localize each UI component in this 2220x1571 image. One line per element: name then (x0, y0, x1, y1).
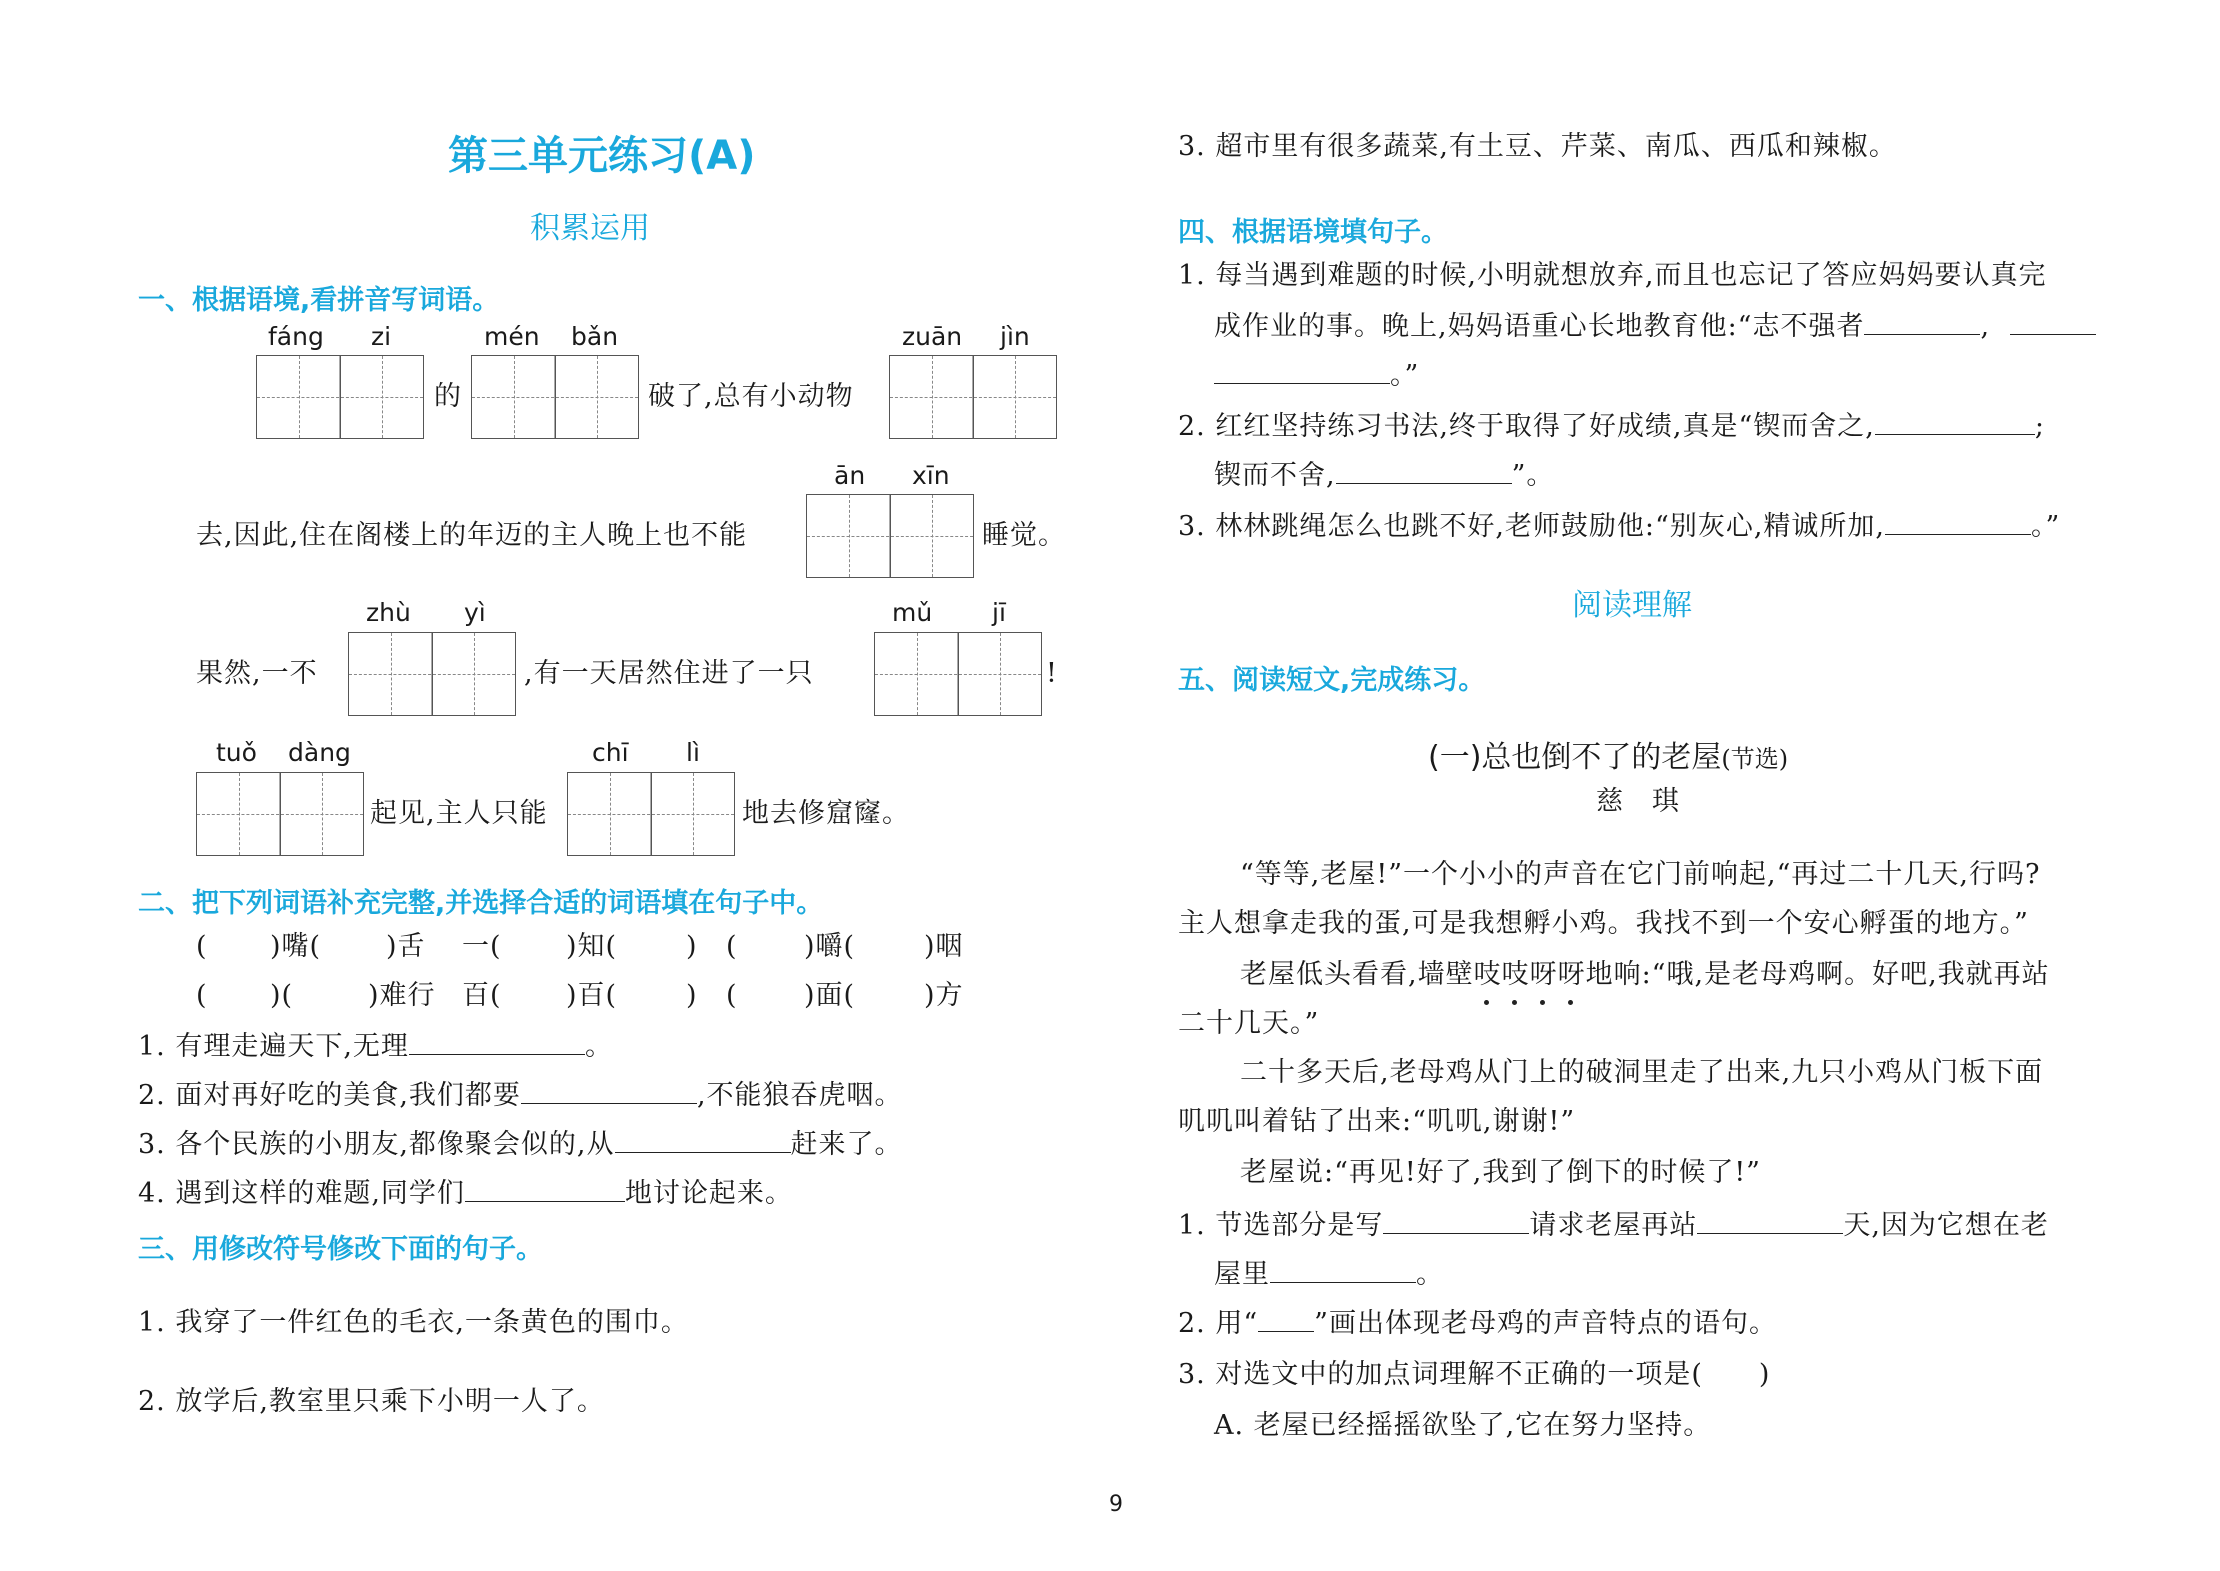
exercise-3-option-a[interactable]: A. 老屋已经摇摇欲坠了,它在努力坚持。 (1214, 1410, 1712, 1441)
pinyin: mén (484, 322, 540, 351)
pinyin: yì (464, 598, 486, 627)
emphasis-dot (1540, 1000, 1545, 1005)
pinyin: lì (686, 738, 700, 767)
idiom-fill: )嘴( (270, 931, 322, 962)
idiom-fill: )百( (566, 980, 618, 1011)
story-p2-line1: 老屋低头看看,墙壁吱吱呀呀地响:“哦,是老母鸡啊。好吧,我就再站 (1240, 959, 2050, 990)
question-1-heading: 一、根据语境,看拼音写词语。 (138, 285, 500, 316)
q3-sentence-1: 1. 我穿了一件红色的毛衣,一条黄色的围巾。 (138, 1307, 689, 1338)
tianzi-box-anxin[interactable] (806, 494, 974, 578)
idiom-fill: 一( (462, 931, 502, 962)
story-title: (一)总也倒不了的老屋(节选) (1428, 740, 1789, 775)
story-p2-line2: 二十几天。” (1178, 1008, 1320, 1039)
question-2-heading: 二、把下列词语补充完整,并选择合适的词语填在句子中。 (138, 888, 824, 919)
tianzi-box-tuodang[interactable] (196, 772, 364, 856)
answer-blank[interactable] (1864, 308, 1980, 335)
answer-blank[interactable] (2010, 308, 2096, 335)
underline-sample (1258, 1311, 1314, 1332)
pinyin: chī (592, 738, 629, 767)
text-dequ: 地去修窟窿。 (742, 798, 910, 829)
q2-sentence-3: 3. 各个民族的小朋友,都像聚会似的,从 赶来了。 (138, 1126, 903, 1162)
question-4-heading: 四、根据语境填句子。 (1178, 217, 1448, 248)
story-p1-line2: 主人想拿走我的蛋,可是我想孵小鸡。我找不到一个安心孵蛋的地方。” (1178, 908, 2029, 939)
pinyin: fáng (268, 322, 324, 351)
idiom-fill: )方 (924, 980, 964, 1011)
answer-blank[interactable] (615, 1126, 791, 1153)
idiom-fill: )咽 (924, 931, 964, 962)
pinyin: mǔ (892, 598, 933, 627)
page-number: 9 (1109, 1492, 1123, 1517)
pinyin: dàng (288, 738, 351, 767)
text-guoran: 果然,一不 (196, 658, 318, 689)
tianzi-box-menban[interactable] (471, 355, 639, 439)
exercise-2: 2. 用“ ”画出体现老母鸡的声音特点的语句。 (1178, 1308, 1777, 1339)
pinyin: zhù (366, 598, 411, 627)
answer-blank[interactable] (1336, 457, 1512, 484)
answer-blank[interactable] (1875, 408, 2035, 435)
idiom-fill: )嚼( (804, 931, 856, 962)
story-author: 慈 琪 (1596, 786, 1680, 817)
question-3-heading: 三、用修改符号修改下面的句子。 (138, 1234, 543, 1265)
answer-blank[interactable] (465, 1175, 625, 1202)
text-broken: 破了,总有小动物 (648, 381, 854, 412)
pinyin: bǎn (571, 322, 619, 351)
answer-blank[interactable] (1383, 1207, 1529, 1234)
pinyin: zi (371, 322, 392, 351)
idiom-fill: ) (686, 931, 698, 962)
pinyin: jī (992, 598, 1006, 627)
idiom-fill: )( (270, 980, 294, 1011)
emphasis-dot (1512, 1000, 1517, 1005)
q4-1-line3: 。” (1214, 357, 1419, 393)
answer-blank[interactable] (1270, 1256, 1416, 1283)
q4-3: 3. 林林跳绳怎么也跳不好,老师鼓励他:“别灰心,精诚所加, 。” (1178, 508, 2060, 544)
text-exclaim: ! (1046, 658, 1058, 689)
story-p3-line2: 叽叽叫着钻了出来:“叽叽,谢谢!” (1178, 1106, 1576, 1137)
emphasis-dot (1484, 1000, 1489, 1005)
exercise-1-line1: 1. 节选部分是写 请求老屋再站 天,因为它想在老 (1178, 1207, 2049, 1243)
pinyin: ān (834, 461, 866, 490)
tianzi-box-fangzi[interactable] (256, 355, 424, 439)
q2-sentence-4: 4. 遇到这样的难题,同学们 地讨论起来。 (138, 1175, 793, 1211)
idiom-fill: ( (726, 980, 738, 1011)
q3-sentence-3: 3. 超市里有很多蔬菜,有土豆、芹菜、南瓜、西瓜和辣椒。 (1178, 131, 1897, 162)
tianzi-box-zuanjin[interactable] (889, 355, 1057, 439)
text-qijian: 起见,主人只能 (370, 798, 548, 829)
text-line2: 去,因此,住在阁楼上的年迈的主人晚上也不能 (196, 520, 748, 551)
q2-sentence-1: 1. 有理走遍天下,无理 。 (138, 1028, 613, 1064)
idiom-fill: )面( (804, 980, 856, 1011)
answer-blank[interactable] (1214, 357, 1390, 384)
idiom-fill: )舌 (386, 931, 426, 962)
emphasis-dot (1568, 1000, 1573, 1005)
q4-2-line1: 2. 红红坚持练习书法,终于取得了好成绩,真是“锲而舍之, ; (1178, 408, 2045, 444)
page-title: 第三单元练习(A) (448, 133, 756, 179)
story-p1-line1: “等等,老屋!”一个小小的声音在它门前响起,“再过二十几天,行吗? (1240, 859, 2041, 890)
answer-blank[interactable] (521, 1077, 697, 1104)
exercise-1-line2: 屋里 。 (1214, 1256, 1444, 1292)
answer-blank[interactable] (1885, 508, 2031, 535)
idiom-fill: ( (726, 931, 738, 962)
idiom-fill: ( (196, 980, 208, 1011)
tianzi-box-muji[interactable] (874, 632, 1042, 716)
q3-sentence-2: 2. 放学后,教室里只乘下小明一人了。 (138, 1386, 605, 1417)
answer-blank[interactable] (409, 1028, 585, 1055)
text-youyitian: ,有一天居然住进了一只 (524, 658, 814, 689)
tianzi-box-zhuyi[interactable] (348, 632, 516, 716)
answer-blank[interactable] (1697, 1207, 1843, 1234)
pinyin: xīn (912, 461, 950, 490)
pinyin: tuǒ (216, 738, 257, 767)
section-heading-accumulation: 积累运用 (530, 211, 650, 246)
story-p3-line1: 二十多天后,老母鸡从门上的破洞里走了出来,九只小鸡从门板下面 (1240, 1057, 2044, 1088)
text-sleep: 睡觉。 (982, 520, 1066, 551)
question-5-heading: 五、阅读短文,完成练习。 (1178, 665, 1486, 696)
text-de: 的 (434, 381, 462, 412)
idiom-fill: )难行 (368, 980, 436, 1011)
q4-1-line2: 成作业的事。晚上,妈妈语重心长地教育他:“志不强者 , (1214, 308, 2096, 344)
pinyin: zuān (902, 322, 963, 351)
q4-1-line1: 1. 每当遇到难题的时候,小明就想放弃,而且也忘记了答应妈妈要认真完 (1178, 260, 2047, 291)
idiom-fill: )知( (566, 931, 618, 962)
q4-2-line2: 锲而不舍, ”。 (1214, 457, 1554, 493)
exercise-3: 3. 对选文中的加点词理解不正确的一项是( ) (1178, 1359, 1771, 1390)
pinyin: jìn (1000, 322, 1030, 351)
idiom-fill: ( (196, 931, 208, 962)
idiom-fill: 百( (462, 980, 502, 1011)
idiom-fill: ) (686, 980, 698, 1011)
q2-sentence-2: 2. 面对再好吃的美食,我们都要 ,不能狼吞虎咽。 (138, 1077, 903, 1113)
story-p4: 老屋说:“再见!好了,我到了倒下的时候了!” (1240, 1157, 1761, 1188)
section-heading-reading: 阅读理解 (1572, 588, 1692, 623)
tianzi-box-chili[interactable] (567, 772, 735, 856)
